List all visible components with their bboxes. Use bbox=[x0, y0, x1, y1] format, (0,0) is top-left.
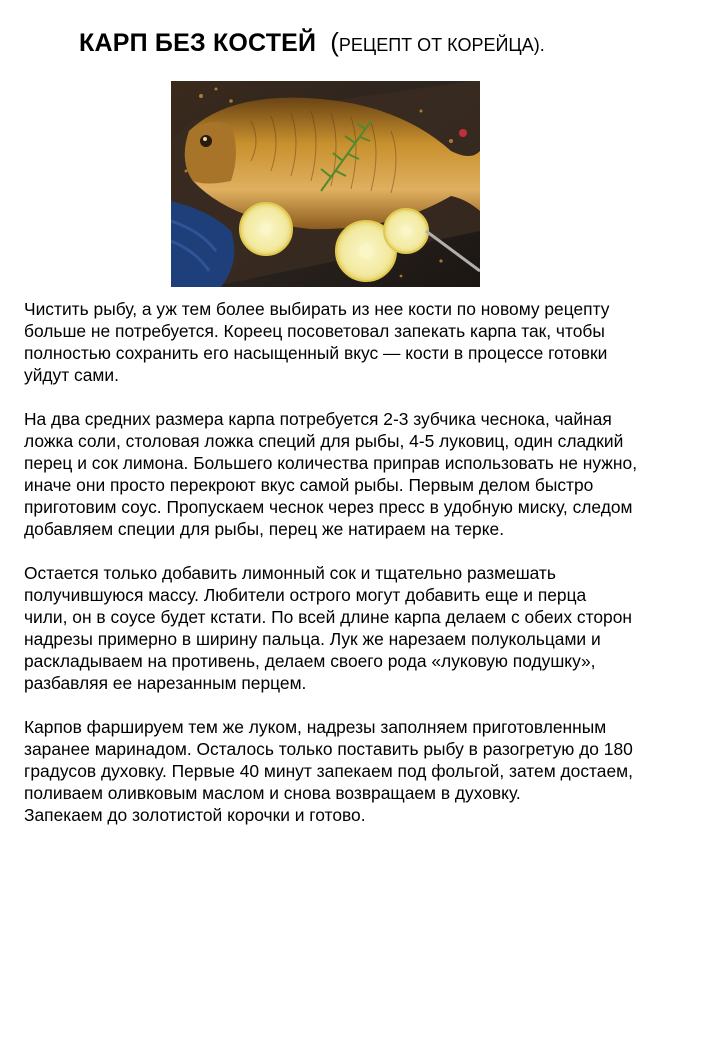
baked-carp-photo bbox=[171, 81, 480, 287]
paragraph bbox=[24, 716, 700, 826]
page-title bbox=[79, 26, 545, 63]
title-main: КАРП БЕЗ КОСТЕЙ bbox=[79, 29, 317, 57]
text-line: Запекаем до золотистой корочки и готово. bbox=[24, 805, 366, 825]
text-line: Карпов фаршируем тем же луком, надрезы заполняем приготовленным bbox=[24, 717, 607, 737]
text-line: иначе они просто перекроют вкус самой рыбы. Первым делом быстро bbox=[24, 475, 594, 495]
text-line: больше не потребуется. Кореец посоветовал запекать карпа так, чтобы bbox=[24, 321, 605, 341]
text-line: Чистить рыбу, а уж тем более выбирать из нее кости по новому рецепту bbox=[24, 299, 610, 319]
paragraph bbox=[24, 408, 700, 540]
text-line: надрезы примерно в ширину пальца. Лук же нарезаем полукольцами и bbox=[24, 629, 601, 649]
text-line: поливаем оливковым маслом и снова возвращаем в духовку. bbox=[24, 783, 521, 803]
baked-carp-icon bbox=[171, 81, 480, 287]
text-line: приготовим соус. Пропускаем чеснок через пресс в удобную миску, следом bbox=[24, 497, 633, 517]
text-line: заранее маринадом. Осталось только поставить рыбу в разогретую до 180 bbox=[24, 739, 633, 759]
text-line: разбавляя ее нарезанным перцем. bbox=[24, 673, 307, 693]
text-line: добавляем специи для рыбы, перец же натираем на терке. bbox=[24, 519, 505, 539]
text-line: получившуюся массу. Любители острого могут добавить еще и перца bbox=[24, 585, 587, 605]
text-line: полностью сохранить его насыщенный вкус — кости в процессе готовки bbox=[24, 343, 608, 363]
text-line: На два средних размера карпа потребуется 2-3 зубчика чеснока, чайная bbox=[24, 409, 612, 429]
paragraph bbox=[24, 562, 700, 694]
text-line: чили, он в соусе будет кстати. По всей длине карпа делаем с обеих сторон bbox=[24, 607, 632, 627]
text-line: перец и сок лимона. Большего количества приправ использовать не нужно, bbox=[24, 453, 638, 473]
paragraph bbox=[24, 298, 700, 386]
text-line: ложка соли, столовая ложка специй для рыбы, 4-5 луковиц, один сладкий bbox=[24, 431, 624, 451]
title-subtitle: РЕЦЕПТ ОТ КОРЕЙЦА). bbox=[338, 35, 545, 55]
title-paren: ( bbox=[330, 27, 339, 57]
article-body bbox=[24, 298, 700, 848]
text-line: градусов духовку. Первые 40 минут запекаем под фольгой, затем достаем, bbox=[24, 761, 633, 781]
text-line: уйдут сами. bbox=[24, 365, 119, 385]
text-line: Остается только добавить лимонный сок и тщательно размешать bbox=[24, 563, 556, 583]
text-line: раскладываем на противень, делаем своего рода «луковую подушку», bbox=[24, 651, 596, 671]
